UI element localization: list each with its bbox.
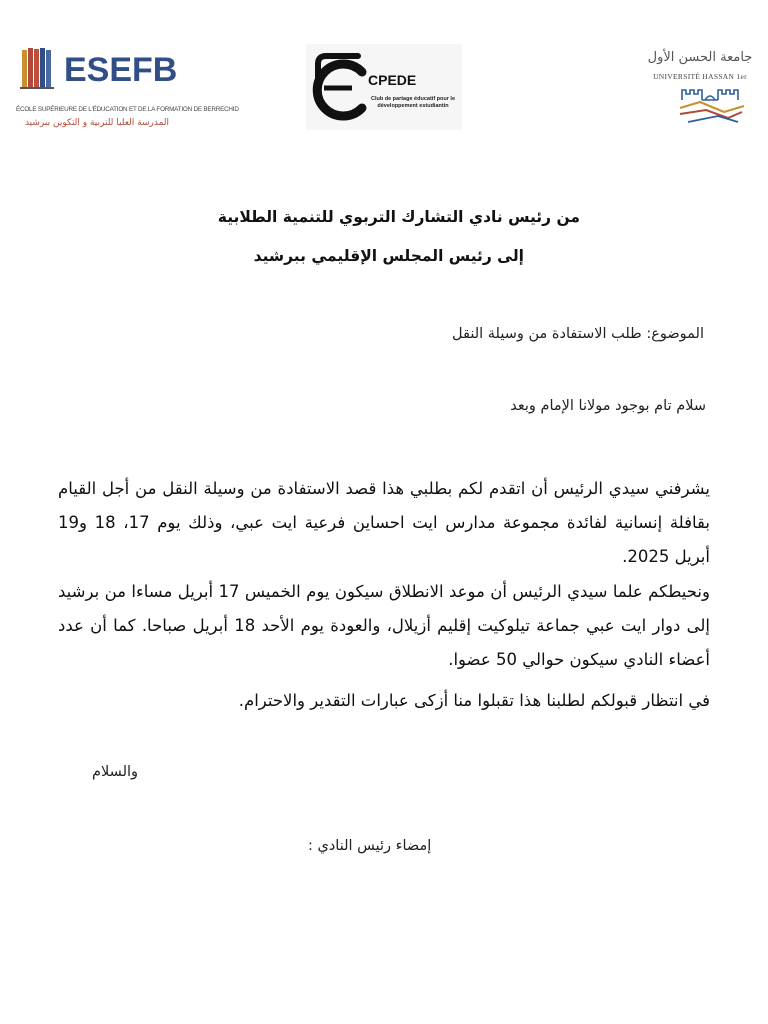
cpede-name: CPEDE — [368, 72, 417, 88]
cpede-logo — [306, 44, 462, 130]
letter-to: إلى رئيس المجلس الإقليمي ببرشيد — [253, 247, 524, 265]
letter-paragraph-2: ونحيطكم علما سيدي الرئيس أن موعد الانطلاق سيكون يوم الخميس 17 أبريل مساءا من برشيد إلى دوار ايت عبي جماعة تيلوكيت إقليم أزيلال، والعودة يوم الأحد 18 أبريل صباحا. كما أن عدد أعضاء النادي سيكون حوالي 50 عضوا. — [58, 582, 710, 669]
esefb-arabic-name: المدرسة العليا للتربية و التكوين ببرشيد — [24, 118, 170, 128]
letter-paragraph-3: في انتظار قبولكم لطلبنا هذا تقبلوا منا أزكى عبارات التقدير والاحترام. — [238, 691, 710, 710]
cpede-subtitle: Club de partage éducatif pour le développement estudiantin — [370, 96, 456, 109]
kasbah-gate-icon — [678, 82, 746, 126]
university-french-name: UNIVERSITÉ HASSAN 1er — [653, 72, 747, 81]
letter-greeting: سلام تام بوجود مولانا الإمام وبعد — [510, 398, 706, 414]
esefb-logo — [16, 44, 239, 136]
books-icon — [20, 46, 60, 90]
letter-from: من رئيس نادي التشارك التربوي للتنمية الطلابية — [217, 208, 580, 226]
letter-subject: الموضوع: طلب الاستفادة من وسيلة النقل — [452, 326, 704, 342]
letter-closing: والسلام — [92, 764, 139, 780]
university-logo — [644, 50, 756, 134]
esefb-french-name: ÉCOLE SUPÉRIEURE DE L'ÉDUCATION ET DE LA FORMATION DE BERRECHID — [16, 106, 239, 113]
letter-paragraph-1: يشرفني سيدي الرئيس أن اتقدم لكم بطلبي هذا قصد الاستفادة من وسيلة النقل من أجل القيام بقافلة إنسانية لفائدة مجموعة مدارس ايت احساين فرعية ايت عبي، وذلك يوم 17، 18 و19 أبريل 2025. — [58, 479, 711, 566]
university-arabic-name: جامعة الحسن الأول — [647, 50, 753, 65]
cpede-mark-icon — [312, 48, 376, 126]
signature-label: إمضاء رئيس النادي : — [308, 838, 432, 854]
esefb-name: ESEFB — [64, 51, 178, 89]
